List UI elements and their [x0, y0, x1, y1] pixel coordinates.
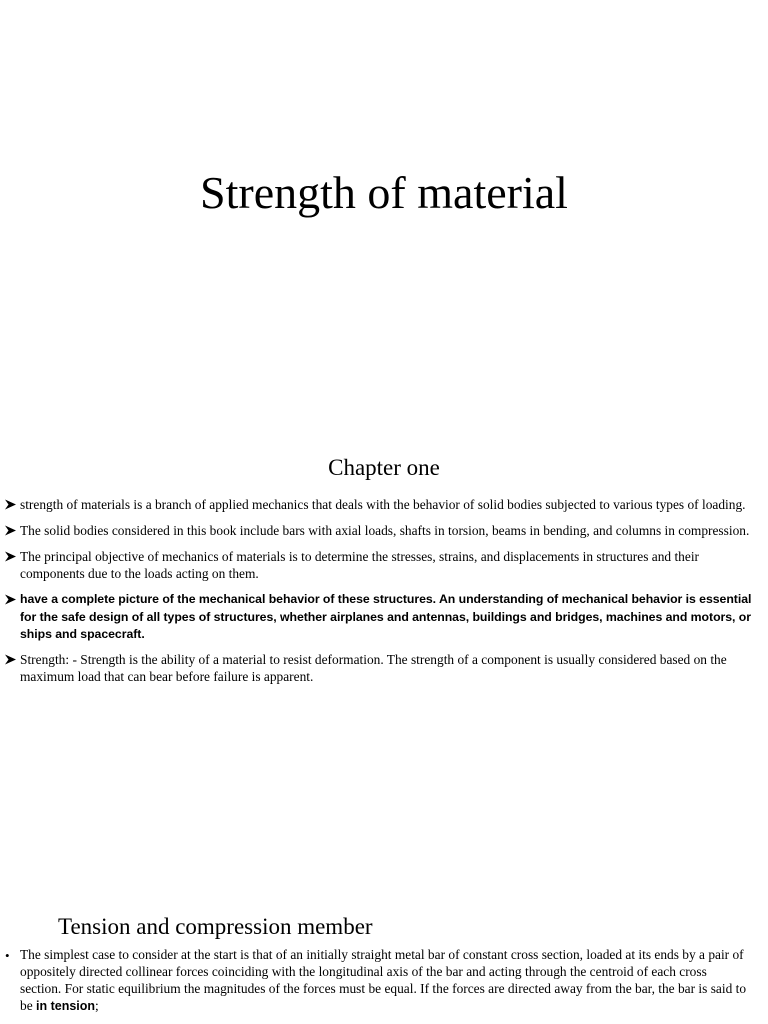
list-item [4, 548, 764, 582]
list-item [4, 591, 764, 644]
arrow-bullet-icon [4, 499, 17, 510]
bullet-text: have a complete picture of the mechanical behavior of these structures. An understanding of mechanical behavior is essential for the safe design of all types of structures, whether airplanes and antennas, buildings and bridges, machines and motors, or ships and spacecraft. [20, 592, 752, 641]
dot-bullet-icon: • [5, 948, 10, 963]
page-title: Strength of material [200, 167, 568, 218]
chapter-heading: Chapter one [328, 455, 440, 480]
paragraph-tail: ; [95, 998, 99, 1013]
bullet-text: Strength: - Strength is the ability of a material to resist deformation. The strength of a component is usually considered based on the maximum load that can bear before failure is apparent. [20, 651, 727, 684]
paragraph-emphasis: in tension [36, 999, 96, 1013]
section-paragraph [5, 946, 750, 1015]
list-item [4, 651, 764, 685]
arrow-bullet-icon [4, 654, 17, 665]
arrow-bullet-icon [4, 594, 17, 605]
section-heading: Tension and compression member [58, 914, 373, 939]
list-item [4, 522, 764, 539]
arrow-bullet-icon [4, 551, 17, 562]
bullet-list [4, 496, 764, 694]
arrow-bullet-icon [4, 525, 17, 536]
list-item [4, 496, 764, 513]
bullet-text: The principal objective of mechanics of materials is to determine the stresses, strains, and displacements in structures and their components due to the loads acting on them. [20, 549, 699, 581]
bullet-text: The solid bodies considered in this book include bars with axial loads, shafts in torsion, beams in bending, and columns in compression. [20, 523, 750, 538]
bullet-text: strength of materials is a branch of applied mechanics that deals with the behavior of solid bodies subjected to various types of loading. [20, 497, 746, 512]
paragraph-text: The simplest case to consider at the start is that of an initially straight metal bar of constant cross section, loaded at its ends by a pair of oppositely directed collinear forces coinciding with the longitudinal axis of the bar and acting through the centroid of each cross section. For static equilibrium the magnitudes of the forces must be equal. If the forces are directed away from the bar, the bar is said to be [20, 947, 747, 1013]
